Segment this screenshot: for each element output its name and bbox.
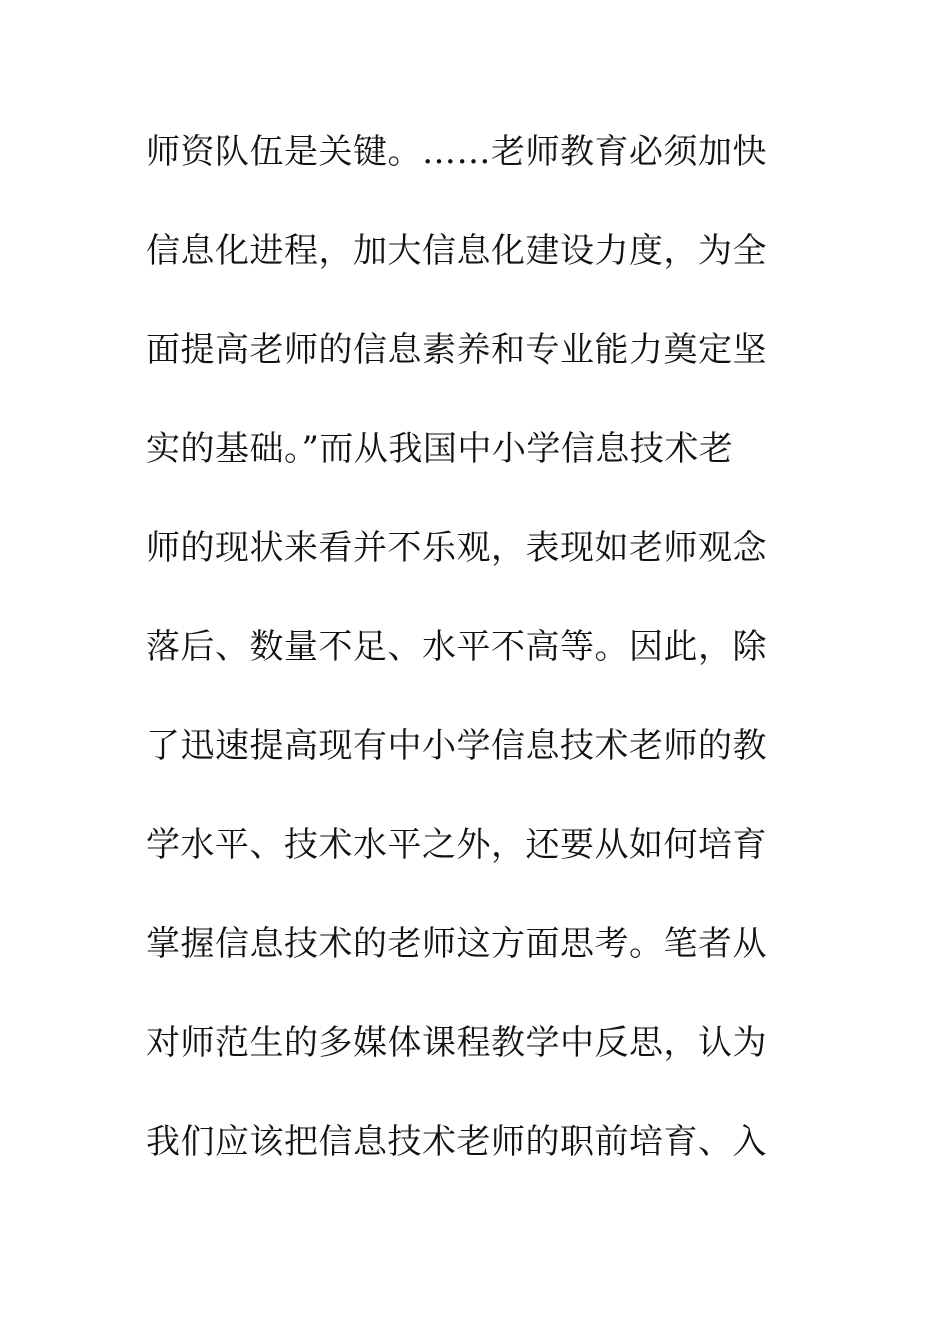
text-line: 了迅速提高现有中小学信息技术老师的教 — [146, 726, 767, 766]
text-line: 信息化进程，加大信息化建设力度，为全 — [146, 231, 767, 271]
text-line: 实的基础。”而从我国中小学信息技术老 — [146, 429, 734, 469]
text-line: 我们应该把信息技术老师的职前培育、入 — [146, 1122, 767, 1162]
text-line: 落后、数量不足、水平不高等。因此，除 — [146, 627, 767, 667]
text-line: 师资队伍是关键。……老师教育必须加快 — [146, 132, 767, 172]
text-line: 面提高老师的信息素养和专业能力奠定坚 — [146, 330, 767, 370]
text-line: 学水平、技术水平之外，还要从如何培育 — [146, 825, 767, 865]
text-line: 掌握信息技术的老师这方面思考。笔者从 — [146, 924, 767, 964]
body-text — [146, 126, 786, 1215]
text-line: 师的现状来看并不乐观，表现如老师观念 — [146, 528, 767, 568]
text-line: 对师范生的多媒体课程教学中反思，认为 — [146, 1023, 767, 1063]
